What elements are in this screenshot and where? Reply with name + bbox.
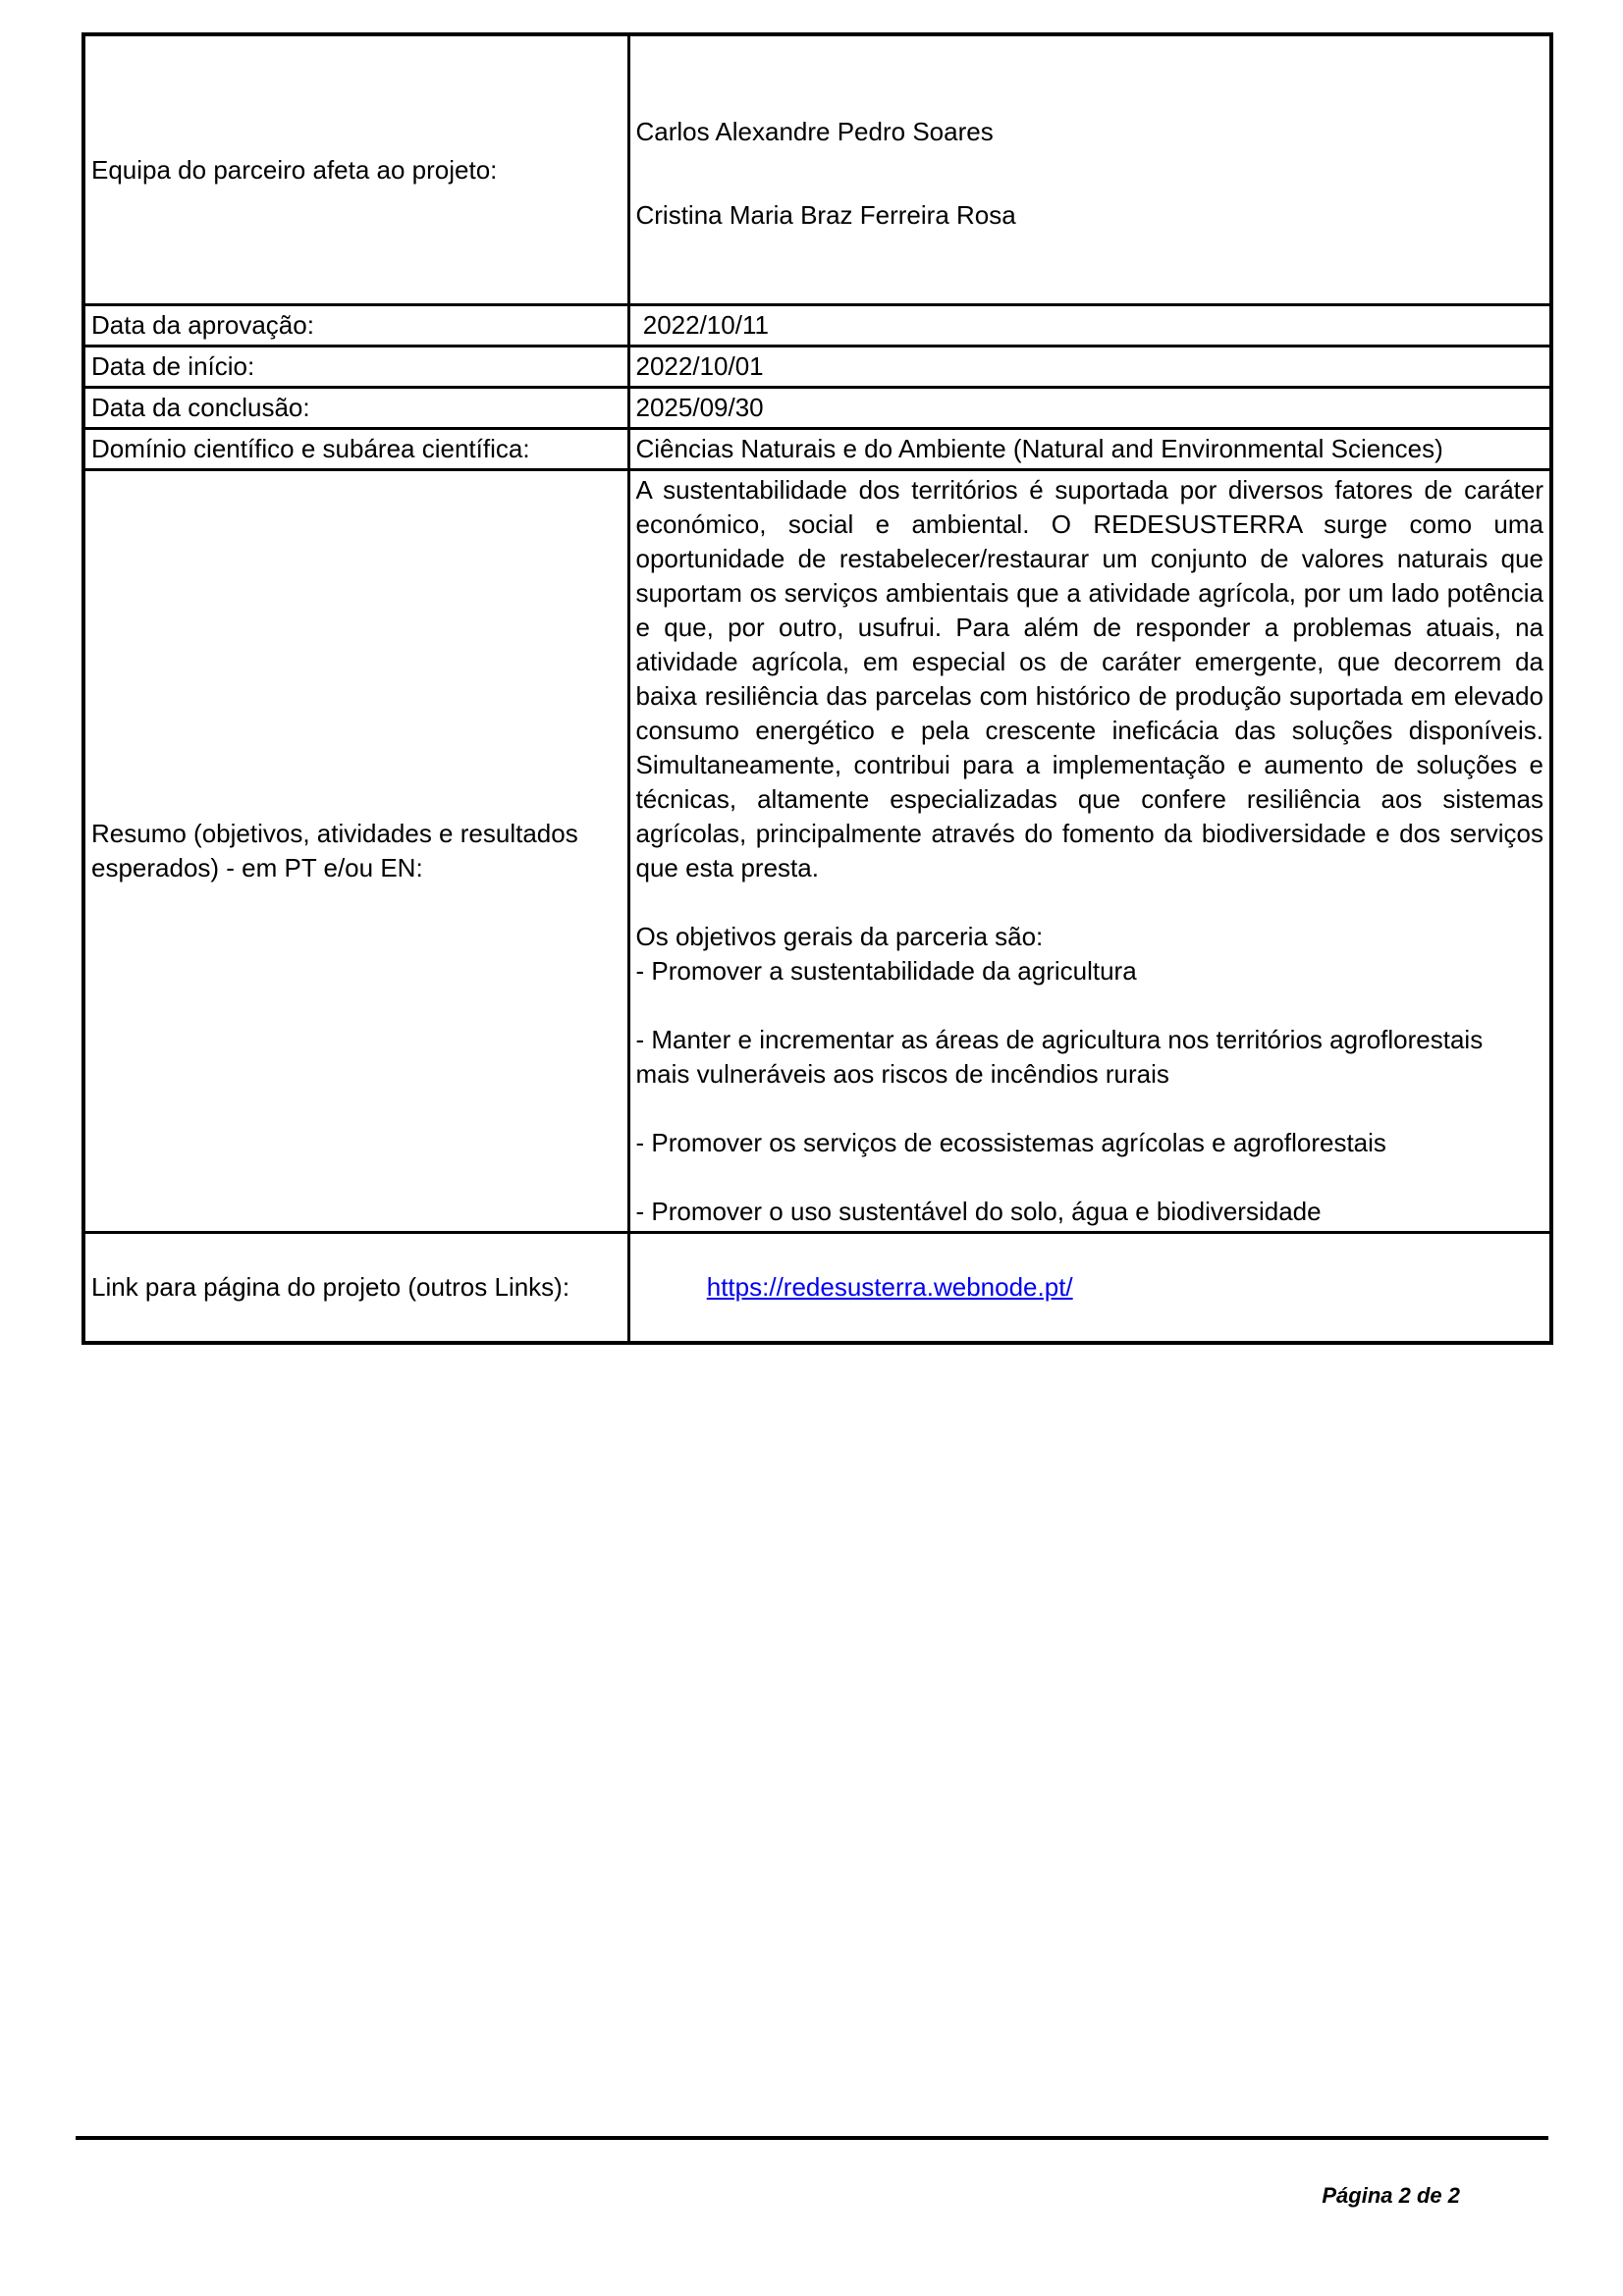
table-row-project-link bbox=[83, 1233, 1551, 1344]
approval-date-value: 2022/10/11 bbox=[628, 305, 1551, 347]
team-members-list bbox=[636, 107, 1544, 233]
objectives-intro: Os objetivos gerais da parceria são: bbox=[635, 922, 1044, 951]
project-link-cell bbox=[628, 1233, 1551, 1344]
summary-label: Resumo (objetivos, atividades e resultados esperados) - em PT e/ou EN: bbox=[83, 470, 628, 1233]
table-row-approval-date bbox=[83, 305, 1551, 347]
table-row-scientific-domain bbox=[83, 429, 1551, 470]
approval-date-label: Data da aprovação: bbox=[83, 305, 628, 347]
scientific-domain-label: Domínio científico e subárea científica: bbox=[83, 429, 628, 470]
table-row-team bbox=[83, 34, 1551, 305]
table-row-end-date bbox=[83, 388, 1551, 429]
project-info-table bbox=[81, 32, 1553, 1345]
end-date-value: 2025/09/30 bbox=[628, 388, 1551, 429]
team-member: Cristina Maria Braz Ferreira Rosa bbox=[635, 200, 1016, 230]
objective-item: - Manter e incrementar as áreas de agricultura nos territórios agroflorestais mais vulneráveis aos riscos de incêndios rurais bbox=[635, 1025, 1484, 1089]
project-link[interactable]: https://redesusterra.webnode.pt/ bbox=[706, 1272, 1073, 1302]
table-row-start-date bbox=[83, 347, 1551, 388]
objective-item: - Promover os serviços de ecossistemas agrícolas e agroflorestais bbox=[635, 1128, 1386, 1157]
footer-divider-line bbox=[76, 2136, 1548, 2140]
team-label: Equipa do parceiro afeta ao projeto: bbox=[83, 34, 628, 305]
scientific-domain-value: Ciências Naturais e do Ambiente (Natural and Environmental Sciences) bbox=[628, 429, 1551, 470]
objective-item: - Promover a sustentabilidade da agricultura bbox=[635, 956, 1137, 986]
end-date-label: Data da conclusão: bbox=[83, 388, 628, 429]
objectives-list bbox=[636, 954, 1544, 1229]
page-number: Página 2 de 2 bbox=[1322, 2183, 1460, 2208]
team-member: Carlos Alexandre Pedro Soares bbox=[635, 117, 994, 146]
start-date-label: Data de início: bbox=[83, 347, 628, 388]
team-members-cell bbox=[628, 34, 1551, 305]
summary-content bbox=[628, 470, 1551, 1233]
objective-item: - Promover o uso sustentável do solo, água e biodiversidade bbox=[635, 1197, 1322, 1226]
start-date-value: 2022/10/01 bbox=[628, 347, 1551, 388]
project-link-label: Link para página do projeto (outros Links): bbox=[83, 1233, 628, 1344]
summary-paragraph: A sustentabilidade dos territórios é suportada por diversos fatores de caráter económico, social e ambiental. O REDESUSTERRA surge como uma oportunidade de restabelecer/restaurar um conjunto de valores naturais que suportam os serviços ambientais que a atividade agrícola, por um lado potência e que, por outro, usufrui. Para além de responder a problemas atuais, na atividade agrícola, em especial os de caráter emergente, que decorrem da baixa resiliência das parcelas com histórico de produção suportada em elevado consumo energético e pela crescente ineficácia das soluções disponíveis. Simultaneamente, contribui para a implementação e aumento de soluções e técnicas, altamente especializadas que confere resiliência aos sistemas agrícolas, principalmente através do fomento da biodiversidade e dos serviços que esta presta. bbox=[635, 475, 1543, 882]
table-row-summary bbox=[83, 470, 1551, 1233]
